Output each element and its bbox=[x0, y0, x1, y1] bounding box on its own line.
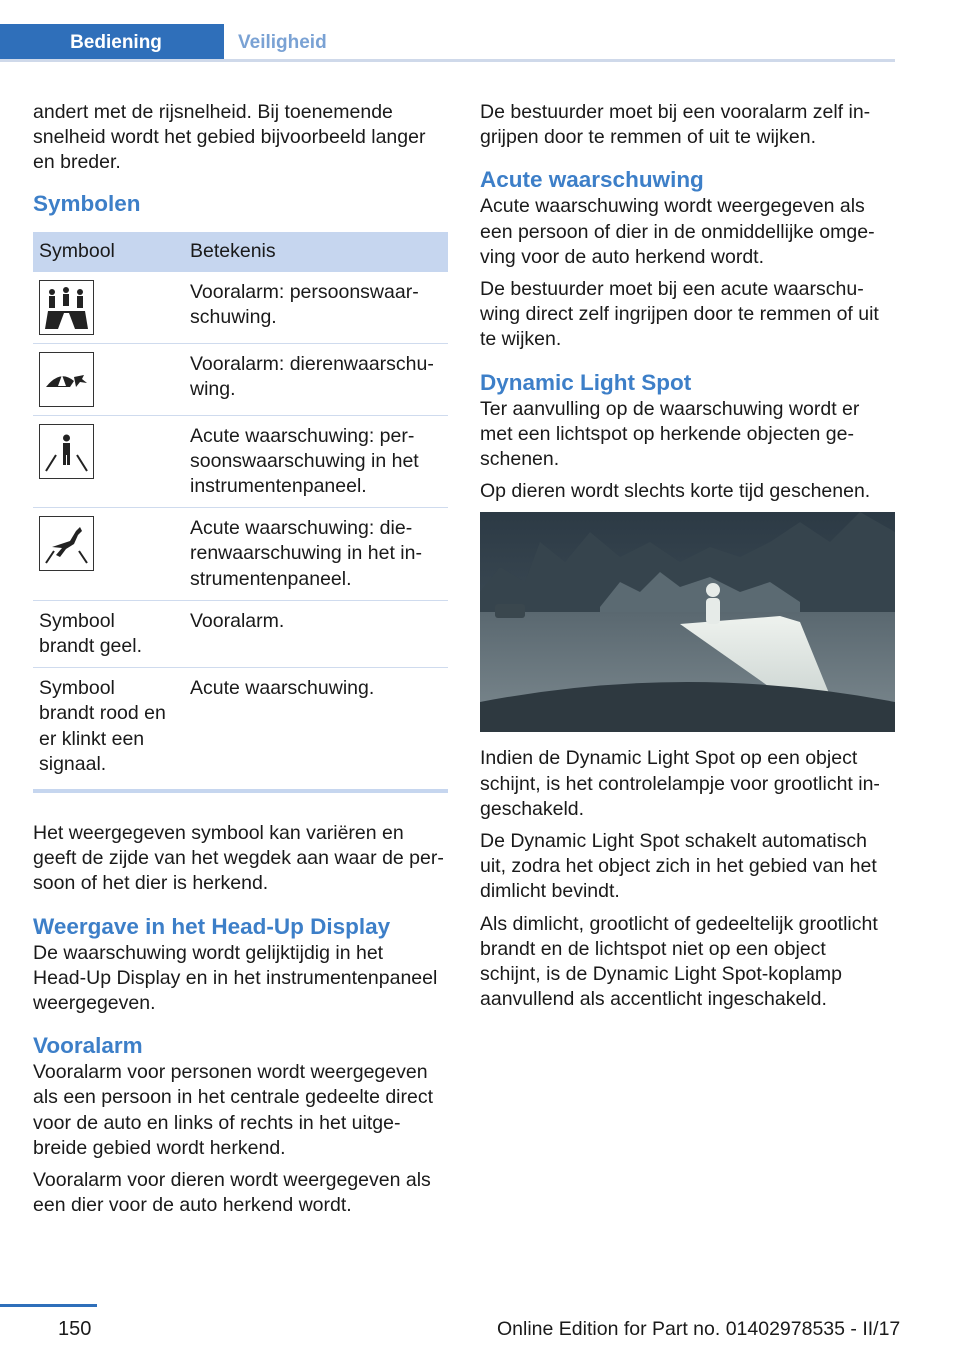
hud-heading: Weergave in het Head-Up Display bbox=[33, 913, 391, 939]
symbol-variation-paragraph bbox=[33, 821, 448, 897]
meaning-text-line: Vooralarm: persoonswaar- bbox=[190, 280, 419, 303]
page-number: 150 bbox=[58, 1318, 92, 1340]
text-line: De bestuurder moet bij een acute waarschu- bbox=[480, 278, 864, 301]
animal-warning-icon bbox=[39, 352, 94, 407]
text-line: aanvullend als accentlicht ingeschakeld. bbox=[480, 988, 827, 1011]
header-rule bbox=[0, 59, 895, 62]
symbol-cell bbox=[33, 600, 184, 667]
meaning-text-line: strumentenpaneel. bbox=[190, 567, 352, 590]
right-column bbox=[480, 100, 896, 1019]
symbol-cell bbox=[33, 508, 184, 601]
text-line: breide gebied wordt herkend. bbox=[33, 1136, 286, 1159]
meaning-text-line: wing. bbox=[190, 377, 236, 400]
symbol-cell bbox=[33, 415, 184, 508]
acute-heading: Acute waarschuwing bbox=[480, 167, 704, 193]
text-line: andert met de rijsnelheid. Bij toenemende bbox=[33, 101, 393, 123]
text-line: Indien de Dynamic Light Spot op een object bbox=[480, 747, 858, 770]
text-line: weergegeven. bbox=[33, 992, 156, 1015]
table-header-row bbox=[33, 232, 448, 272]
text-line: een dier voor de auto herkend wordt. bbox=[33, 1194, 352, 1217]
text-line: geschakeld. bbox=[480, 797, 585, 820]
meaning-cell bbox=[184, 343, 448, 415]
text-line: Head-Up Display en in het instrumentenpaneel bbox=[33, 966, 438, 989]
symbol-text-line: signaal. bbox=[39, 752, 107, 775]
text-line: een persoon of dier in de onmiddellijke omge- bbox=[480, 220, 875, 243]
meaning-cell bbox=[184, 272, 448, 344]
text-line: wing direct zelf ingrijpen door te remmen of uit bbox=[480, 303, 879, 326]
symbol-text-line: Symbool bbox=[39, 609, 115, 632]
text-line: Vooralarm voor dieren wordt weergegeven als bbox=[33, 1169, 431, 1192]
meaning-text-line: Vooralarm: dierenwaarschu- bbox=[190, 352, 434, 375]
meaning-text-line: Acute waarschuwing: per- bbox=[190, 424, 415, 447]
table-row bbox=[33, 600, 448, 667]
tab-veiligheid[interactable]: Veiligheid bbox=[238, 32, 327, 53]
meaning-text-line: schuwing. bbox=[190, 305, 277, 328]
meaning-cell bbox=[184, 668, 448, 791]
dls-paragraph-5 bbox=[480, 912, 896, 1013]
hud-paragraph bbox=[33, 941, 448, 1017]
meaning-text-line: Acute waarschuwing: die- bbox=[190, 517, 413, 540]
pedestrian-acute-icon bbox=[39, 424, 94, 479]
table-row bbox=[33, 508, 448, 601]
table-row bbox=[33, 415, 448, 508]
text-line: voor de auto en links of rechts in het uitge- bbox=[33, 1111, 401, 1134]
text-line: De waarschuwing wordt gelijktijdig in het bbox=[33, 941, 384, 964]
text-line: schijnt, is het controlelampje voor grootlicht in- bbox=[480, 772, 880, 795]
text-line: en breder. bbox=[33, 151, 121, 174]
table-row bbox=[33, 343, 448, 415]
dls-paragraph-2 bbox=[480, 479, 896, 504]
acute-paragraph-1 bbox=[480, 194, 896, 270]
meaning-text-line: soonswaarschuwing in het bbox=[190, 449, 419, 472]
driver-vooralarm-paragraph bbox=[480, 100, 896, 150]
text-line: ving voor de auto herkend wordt. bbox=[480, 245, 765, 268]
symbols-heading: Symbolen bbox=[33, 190, 141, 216]
dls-paragraph-1 bbox=[480, 397, 896, 473]
edition-note: Online Edition for Part no. 01402978535 - II/17 bbox=[497, 1318, 901, 1340]
symbol-text-line: brandt rood en bbox=[39, 702, 166, 725]
vooralarm-animals-paragraph bbox=[33, 1168, 448, 1218]
dls-paragraph-3 bbox=[480, 746, 896, 822]
meaning-cell bbox=[184, 508, 448, 601]
text-line: Op dieren wordt slechts korte tijd geschenen. bbox=[480, 480, 871, 503]
deer-acute-icon bbox=[39, 516, 94, 571]
tab-bediening[interactable]: Bediening bbox=[0, 24, 224, 62]
meaning-text-line: Acute waarschuwing. bbox=[190, 677, 375, 700]
left-column bbox=[33, 100, 448, 1225]
text-line: schenen. bbox=[480, 448, 560, 471]
meaning-text-line: renwaarschuwing in het in- bbox=[190, 542, 422, 565]
symbol-text-line: brandt geel. bbox=[39, 635, 142, 658]
dynamic-light-spot-heading: Dynamic Light Spot bbox=[480, 369, 692, 395]
text-line: Ter aanvulling op de waarschuwing wordt er bbox=[480, 397, 860, 420]
symbol-cell bbox=[33, 343, 184, 415]
pedestrian-warning-icon bbox=[39, 280, 94, 335]
text-line: dimlicht bevindt. bbox=[480, 880, 620, 903]
table-row bbox=[33, 668, 448, 791]
intro-paragraph bbox=[33, 100, 448, 176]
text-line: grijpen door te remmen of uit te wijken. bbox=[480, 126, 816, 149]
text-line: te wijken. bbox=[480, 328, 562, 351]
text-line: uit, zodra het object zich in het gebied van het bbox=[480, 855, 877, 878]
text-line: schijnt, is de Dynamic Light Spot-koplamp bbox=[480, 963, 842, 986]
chapter-tabs bbox=[0, 24, 895, 62]
text-line: met een lichtspot op herkende objecten ge- bbox=[480, 422, 854, 445]
symbol-cell bbox=[33, 668, 184, 791]
meaning-cell bbox=[184, 600, 448, 667]
table-row bbox=[33, 272, 448, 344]
vooralarm-heading: Vooralarm bbox=[33, 1033, 143, 1059]
text-line: Vooralarm voor personen wordt weergegeven bbox=[33, 1061, 428, 1084]
column-header-meaning: Betekenis bbox=[184, 232, 448, 272]
dls-paragraph-4 bbox=[480, 829, 896, 905]
meaning-text-line: instrumentenpaneel. bbox=[190, 475, 367, 498]
symbols-table bbox=[33, 232, 448, 793]
text-line: Het weergegeven symbool kan variëren en bbox=[33, 822, 404, 845]
text-line: Als dimlicht, grootlicht of gedeeltelijk grootlicht bbox=[480, 912, 878, 935]
meaning-cell bbox=[184, 415, 448, 508]
symbol-text-line: Symbool bbox=[39, 677, 115, 700]
text-line: De Dynamic Light Spot schakelt automatisch bbox=[480, 830, 867, 853]
text-line: brandt en de lichtspot niet op een object bbox=[480, 937, 826, 960]
text-line: De bestuurder moet bij een vooralarm zelf in- bbox=[480, 101, 871, 123]
text-line: Acute waarschuwing wordt weergegeven als bbox=[480, 195, 865, 218]
meaning-text-line: Vooralarm. bbox=[190, 609, 285, 632]
text-line: snelheid wordt het gebied bijvoorbeeld langer bbox=[33, 126, 426, 149]
footer-rule bbox=[0, 1304, 97, 1307]
text-line: als een persoon in het centrale gedeelte direct bbox=[33, 1086, 434, 1109]
acute-paragraph-2 bbox=[480, 277, 896, 353]
symbol-text-line: er klinkt een bbox=[39, 727, 145, 750]
dynamic-light-spot-photo bbox=[480, 512, 895, 732]
text-line: geeft de zijde van het wegdek aan waar de per- bbox=[33, 847, 444, 870]
symbol-cell bbox=[33, 272, 184, 344]
vooralarm-persons-paragraph bbox=[33, 1060, 448, 1161]
text-line: soon of het dier is herkend. bbox=[33, 872, 269, 895]
column-header-symbol: Symbool bbox=[33, 232, 184, 272]
